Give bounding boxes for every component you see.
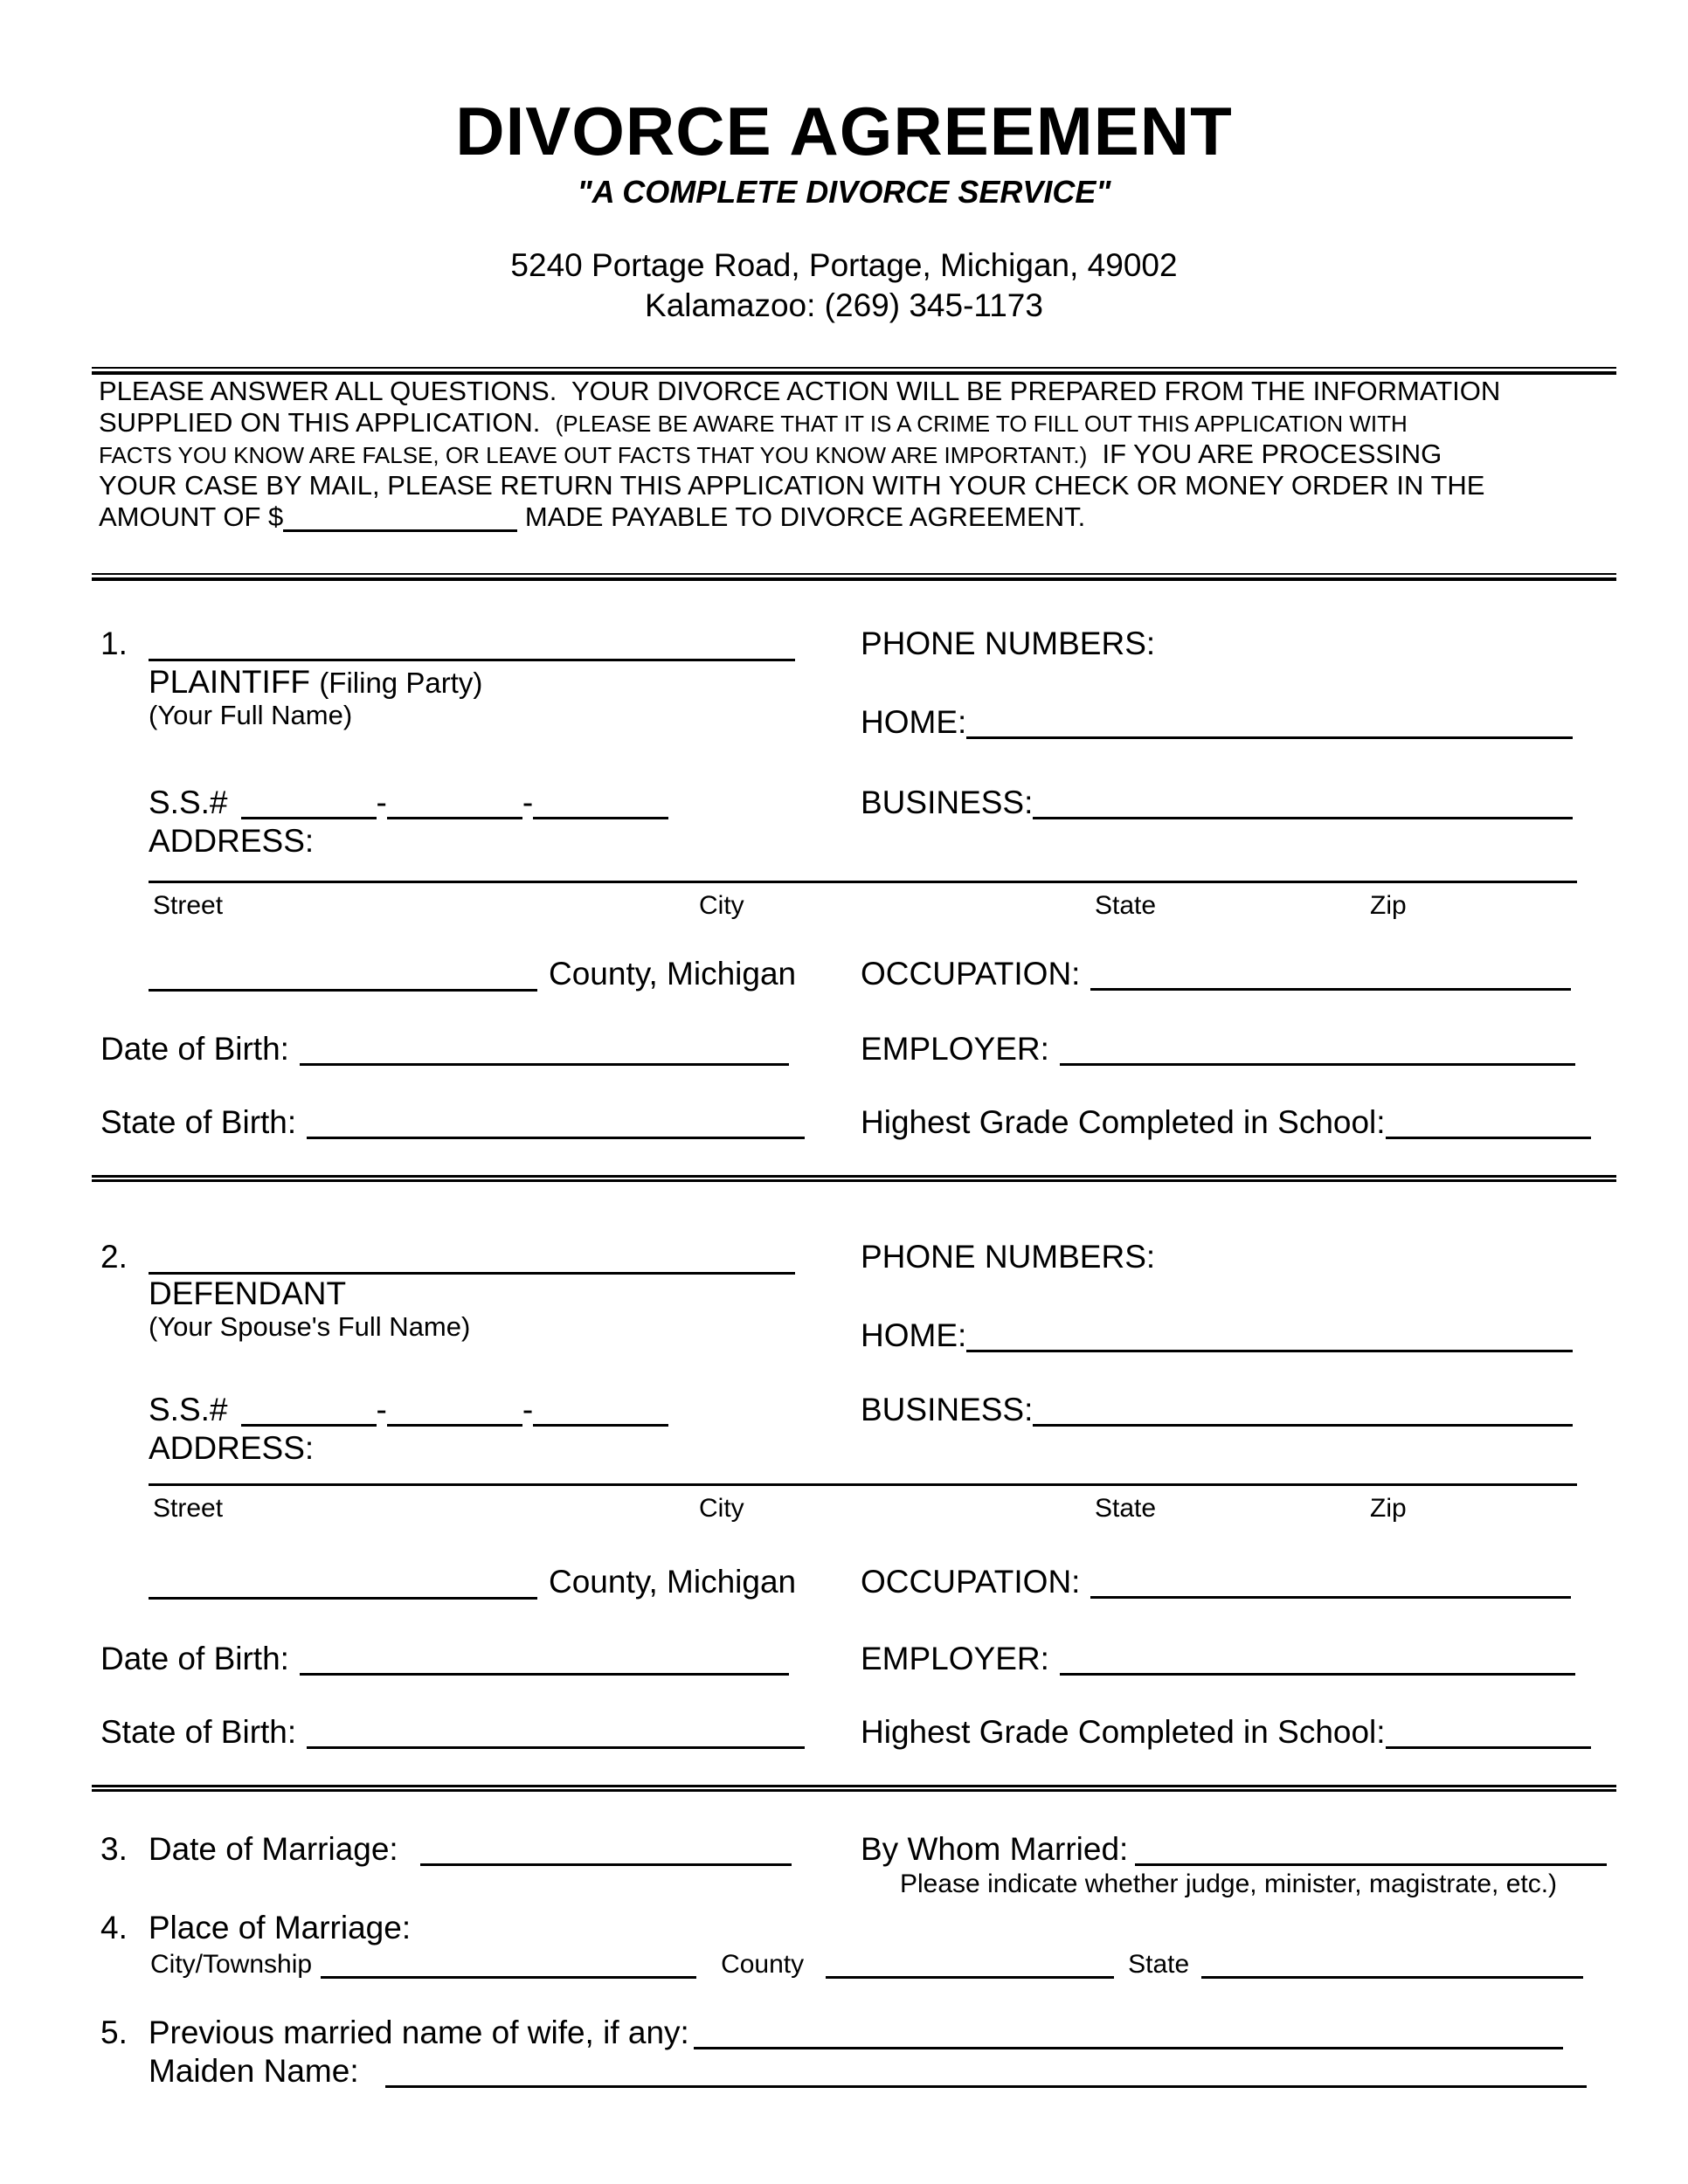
plaintiff-occupation-blank[interactable] [1090,978,1571,991]
instructions-paragraph [99,376,1584,533]
defendant-grade-label: Highest Grade Completed in School: [861,1714,1386,1750]
plaintiff-business-label: BUSINESS: [861,784,1034,820]
plaintiff-role-label: PLAINTIFF [149,664,311,700]
plaintiff-dob-row [100,1033,789,1065]
plaintiff-grade-label: Highest Grade Completed in School: [861,1104,1386,1140]
plaintiff-county-suffix: County, Michigan [549,956,797,992]
amount-blank[interactable] [283,519,517,532]
instructions-bottom-rule [92,573,1616,581]
plaintiff-grade-blank[interactable] [1386,1126,1591,1139]
defendant-birth-state-row [100,1716,805,1748]
defendant-employer-row [861,1642,1575,1675]
defendant-grade-blank[interactable] [1386,1736,1591,1749]
defendant-birth-state-blank[interactable] [307,1736,805,1749]
instructions-text: IF YOU ARE PROCESSING [1087,439,1442,469]
instructions-top-rule [92,367,1616,375]
place-county-label: County [721,1950,805,1979]
instructions-line [99,439,1584,470]
section-divider [92,1175,1616,1182]
page-subtitle: "A COMPLETE DIVORCE SERVICE" [577,174,1111,210]
plaintiff-address-label: ADDRESS: [149,823,315,859]
instructions-line [99,501,1584,533]
plaintiff-street-label: Street [153,891,224,920]
instructions-line [99,470,1584,501]
defendant-county-suffix: County, Michigan [549,1564,797,1600]
plaintiff-phone-heading: PHONE NUMBERS: [861,625,1156,661]
plaintiff-ssn-blank-2[interactable] [387,806,522,819]
defendant-phone-heading: PHONE NUMBERS: [861,1239,1156,1275]
instructions-text: PLEASE ANSWER ALL QUESTIONS. YOUR DIVORCE ACTION WILL BE PREPARED FROM THE INFORMATION [99,376,1501,406]
marriage-date-row [100,1833,792,1865]
defendant-state-label: State [1095,1494,1157,1523]
defendant-business-label: BUSINESS: [861,1392,1034,1427]
defendant-occupation-row [861,1565,1571,1598]
defendant-business-blank[interactable] [1033,1413,1573,1427]
defendant-dob-label: Date of Birth: [100,1641,289,1676]
defendant-name-note: (Your Spouse's Full Name) [149,1311,471,1342]
plaintiff-dob-label: Date of Birth: [100,1031,289,1067]
defendant-city-label: City [699,1494,744,1523]
plaintiff-zip-label: Zip [1370,891,1407,920]
place-of-marriage-label: Place of Marriage: [148,1910,412,1946]
defendant-ssn-blank-2[interactable] [387,1413,522,1427]
defendant-ssn-blank-1[interactable] [241,1413,377,1427]
section-divider [92,1785,1616,1792]
previous-married-name-blank[interactable] [694,2036,1563,2049]
ssn-separator: - [522,1392,534,1427]
maiden-name-label: Maiden Name: [149,2053,359,2089]
defendant-occupation-label: OCCUPATION: [861,1564,1081,1600]
defendant-birth-state-label: State of Birth: [100,1714,297,1750]
plaintiff-employer-row [861,1033,1575,1065]
instructions-line [99,407,1584,439]
marriage-date-blank[interactable] [420,1853,792,1866]
defendant-ssn-label: S.S.# [149,1392,228,1427]
plaintiff-role-note: (Filing Party) [319,667,483,699]
by-whom-label: By Whom Married: [861,1831,1129,1867]
city-township-label: City/Township [150,1950,313,1979]
plaintiff-address-line[interactable] [149,881,1577,883]
defendant-dob-blank[interactable] [300,1662,789,1676]
defendant-home-blank[interactable] [966,1339,1573,1352]
plaintiff-birth-state-blank[interactable] [307,1126,805,1139]
defendant-address-label: ADDRESS: [149,1430,315,1466]
item-3-number: 3. [100,1831,128,1867]
defendant-ssn-blank-3[interactable] [533,1413,668,1427]
place-detail-row [150,1952,1583,1978]
item-2-number: 2. [100,1239,128,1275]
instructions-text: AMOUNT OF $ [99,501,284,532]
instructions-text: YOUR CASE BY MAIL, PLEASE RETURN THIS APPLICATION WITH YOUR CHECK OR MONEY ORDER IN THE [99,470,1485,501]
item-4-number: 4. [100,1910,128,1946]
plaintiff-birth-state-row [100,1106,805,1138]
plaintiff-occupation-row [861,957,1571,990]
place-city-township-blank[interactable] [321,1966,696,1979]
previous-name-row [100,2016,1563,2049]
plaintiff-dob-blank[interactable] [300,1053,789,1066]
plaintiff-county-blank[interactable] [149,989,537,992]
place-of-marriage-row [100,1911,411,1944]
address-line-2: Kalamazoo: (269) 345-1173 [645,287,1043,323]
item-5-number: 5. [100,2015,128,2050]
plaintiff-state-label: State [1095,891,1157,920]
plaintiff-role-row [149,666,482,699]
place-state-blank[interactable] [1201,1966,1583,1979]
plaintiff-employer-label: EMPLOYER: [861,1031,1049,1067]
plaintiff-grade-row [861,1106,1591,1138]
page-title: DIVORCE AGREEMENT [455,93,1233,169]
by-whom-row [861,1833,1607,1865]
maiden-name-blank[interactable] [385,2075,1587,2088]
instructions-line [99,376,1584,407]
plaintiff-business-blank[interactable] [1033,806,1573,819]
instructions-text: SUPPLIED ON THIS APPLICATION. [99,407,556,438]
defendant-employer-blank[interactable] [1060,1662,1575,1676]
maiden-name-row [149,2055,1587,2087]
plaintiff-home-label: HOME: [861,704,967,740]
defendant-business-row [861,1393,1573,1426]
instructions-text: (PLEASE BE AWARE THAT IT IS A CRIME TO FILL OUT THIS APPLICATION WITH [555,411,1408,437]
plaintiff-business-row [861,786,1573,819]
plaintiff-ssn-blank-1[interactable] [241,806,377,819]
instructions-text: MADE PAYABLE TO DIVORCE AGREEMENT. [517,501,1086,532]
address-line-1: 5240 Portage Road, Portage, Michigan, 49002 [510,247,1178,283]
defendant-home-label: HOME: [861,1317,967,1353]
ssn-separator: - [522,784,534,820]
defendant-role-label: DEFENDANT [149,1275,347,1311]
defendant-name-blank[interactable] [149,1272,795,1275]
plaintiff-birth-state-label: State of Birth: [100,1104,297,1140]
defendant-role-row [149,1277,346,1310]
plaintiff-name-blank[interactable] [149,659,795,661]
plaintiff-home-row [861,706,1573,738]
ssn-separator: - [376,784,387,820]
defendant-zip-label: Zip [1370,1494,1407,1523]
defendant-street-label: Street [153,1494,224,1523]
ssn-separator: - [376,1392,387,1427]
plaintiff-ssn-blank-3[interactable] [533,806,668,819]
plaintiff-home-blank[interactable] [966,726,1573,739]
place-county-blank[interactable] [826,1966,1114,1979]
plaintiff-employer-blank[interactable] [1060,1053,1575,1066]
plaintiff-name-note: (Your Full Name) [149,700,353,730]
defendant-county-blank[interactable] [149,1597,537,1600]
defendant-address-line[interactable] [149,1483,1577,1486]
plaintiff-ssn-label: S.S.# [149,784,228,820]
by-whom-married-blank[interactable] [1135,1853,1607,1866]
defendant-home-row [861,1319,1573,1351]
previous-name-label: Previous married name of wife, if any: [148,2015,689,2050]
plaintiff-ssn-row [149,786,668,819]
defendant-occupation-blank[interactable] [1090,1586,1571,1599]
defendant-grade-row [861,1716,1591,1748]
plaintiff-occupation-label: OCCUPATION: [861,956,1081,992]
item-1-number: 1. [100,625,128,661]
marriage-date-label: Date of Marriage: [148,1831,398,1867]
defendant-employer-label: EMPLOYER: [861,1641,1049,1676]
place-state-label: State [1128,1950,1190,1979]
defendant-ssn-row [149,1393,668,1426]
instructions-text: FACTS YOU KNOW ARE FALSE, OR LEAVE OUT FACTS THAT YOU KNOW ARE IMPORTANT.) [99,442,1088,468]
plaintiff-city-label: City [699,891,744,920]
defendant-dob-row [100,1642,789,1675]
by-whom-note: Please indicate whether judge, minister, magistrate, etc.) [900,1870,1558,1898]
